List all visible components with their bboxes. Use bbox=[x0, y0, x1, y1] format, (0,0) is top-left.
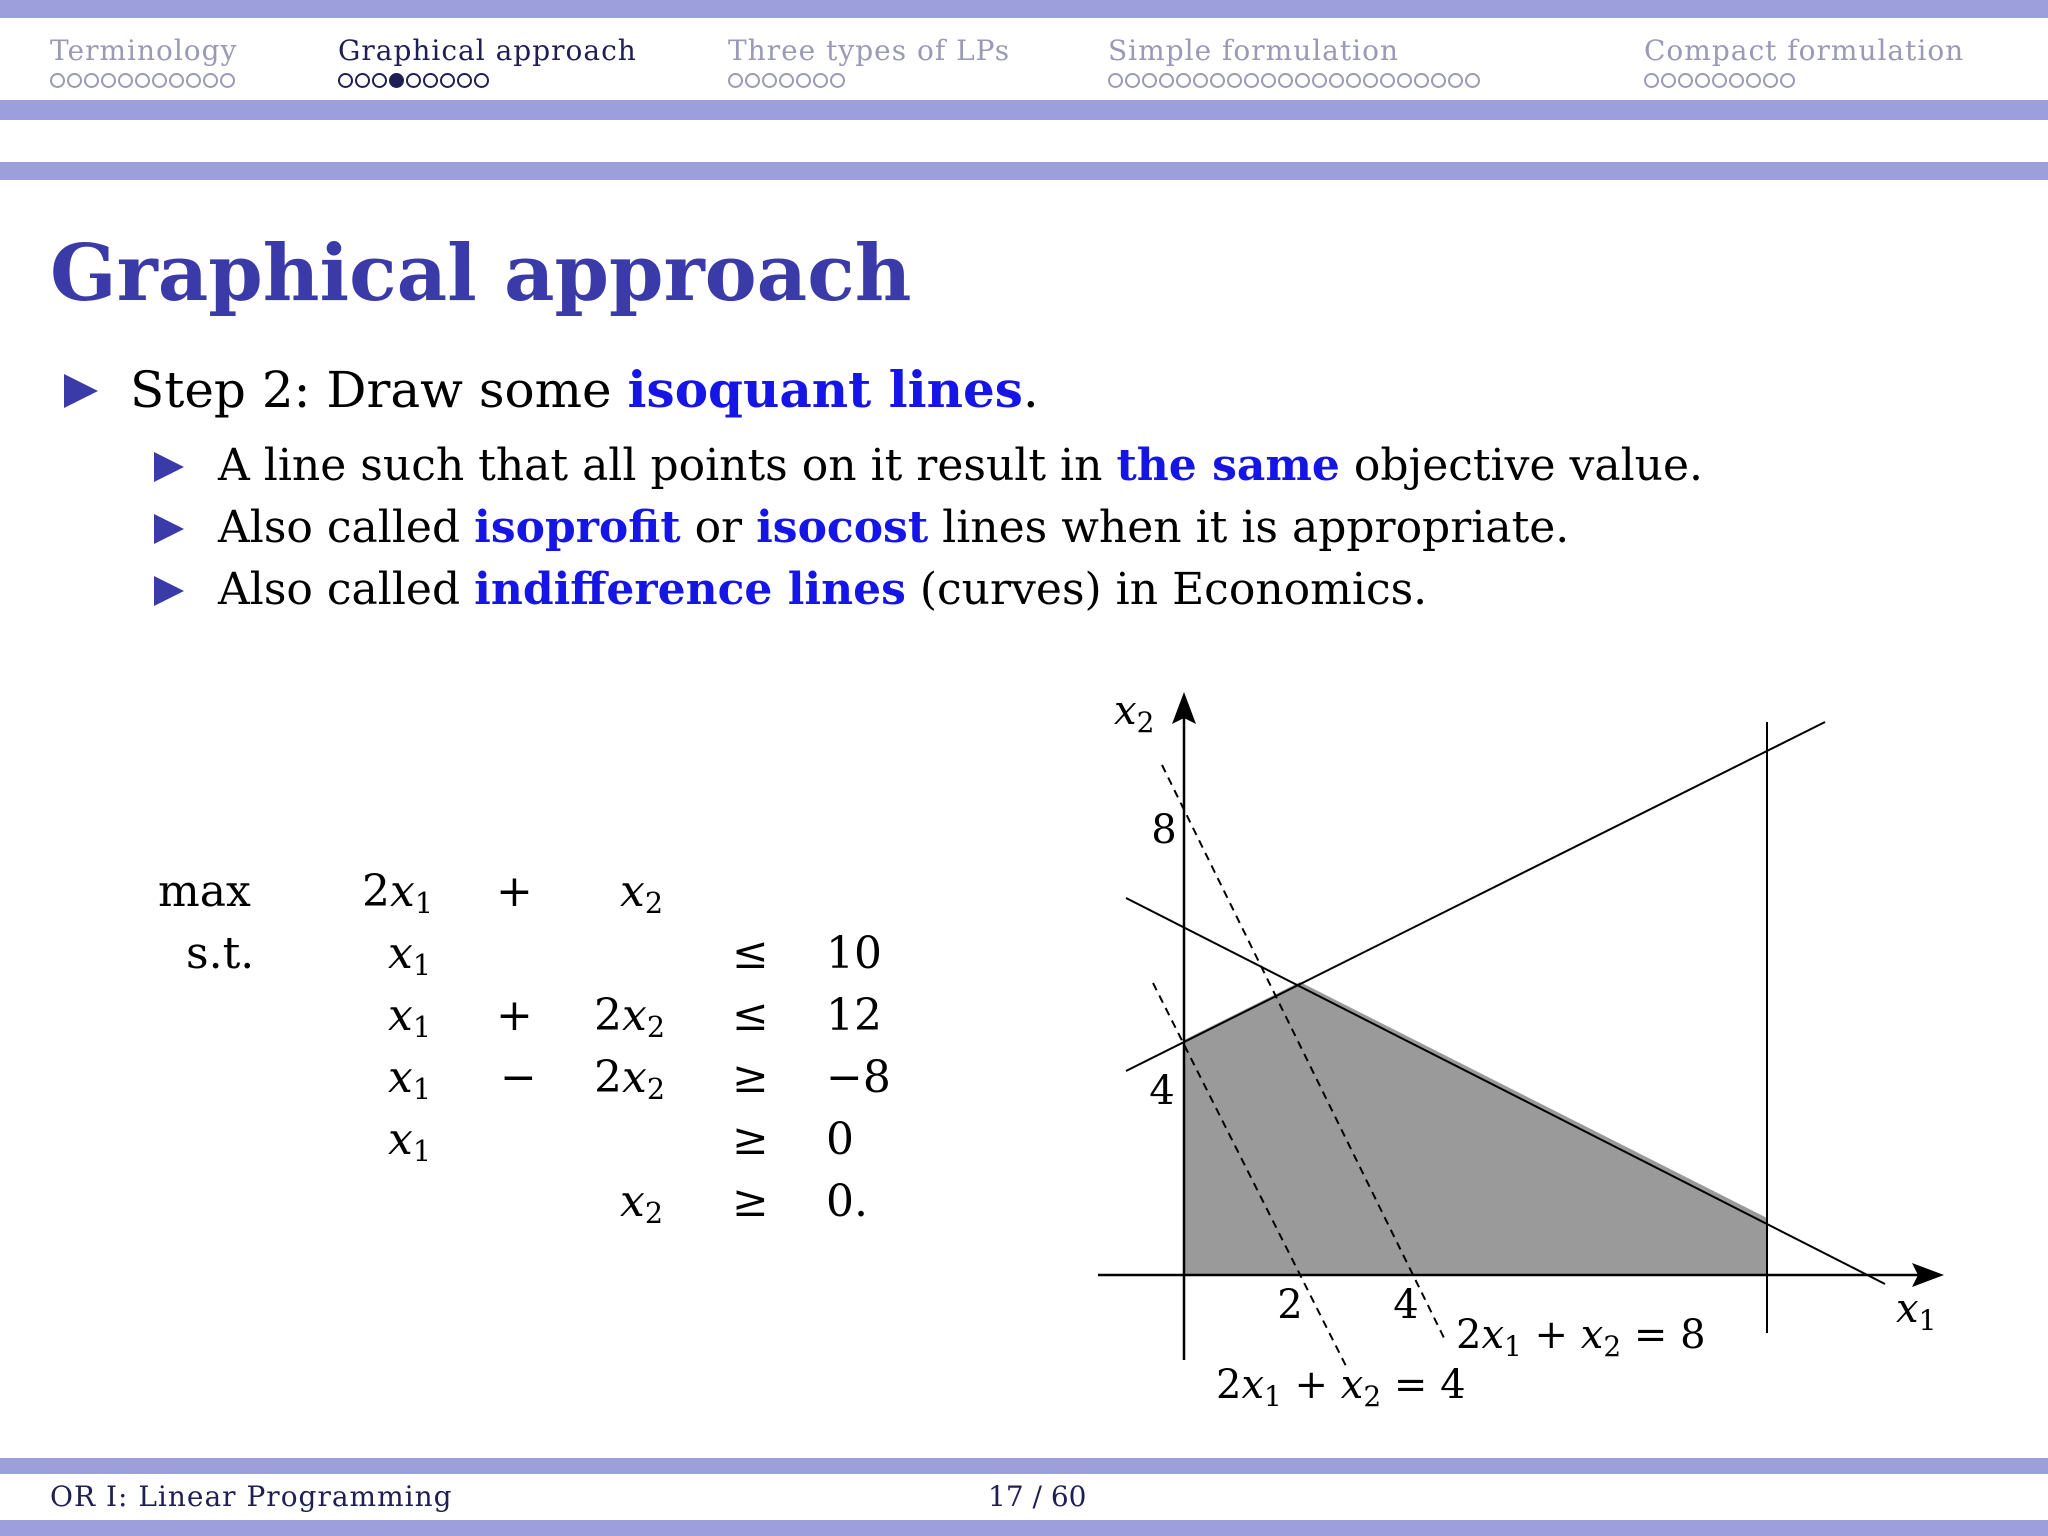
x-tick-label: 2 bbox=[1277, 1282, 1303, 1328]
lp-relation: ≥ bbox=[732, 1052, 769, 1103]
nav-frame-dot[interactable] bbox=[1380, 73, 1395, 88]
lp-rhs: 10 bbox=[826, 928, 882, 979]
nav-frame-dot[interactable] bbox=[745, 73, 760, 88]
nav-frame-dot[interactable] bbox=[1729, 73, 1744, 88]
nav-frame-dot[interactable] bbox=[203, 73, 218, 88]
nav-frame-dot[interactable] bbox=[1414, 73, 1429, 88]
nav-frame-dot[interactable] bbox=[813, 73, 828, 88]
nav-frame-dot[interactable] bbox=[67, 73, 82, 88]
bullet-triangle-icon bbox=[154, 576, 184, 606]
isoquant-label-4: $2x_1 + x_2 = 4$ bbox=[1216, 1362, 1466, 1408]
bullet-text: (curves) in Economics. bbox=[905, 564, 1428, 615]
bullet-highlight: isoquant lines bbox=[627, 360, 1023, 419]
bullet-highlight: isoprofit bbox=[474, 502, 681, 553]
nav-frame-dot[interactable] bbox=[423, 73, 438, 88]
bullet-text: or bbox=[680, 502, 757, 553]
bullet-highlight: the same bbox=[1116, 440, 1340, 491]
lp-rhs: 0. bbox=[826, 1176, 868, 1227]
nav-frame-dot[interactable] bbox=[457, 73, 472, 88]
nav-frame-dot[interactable] bbox=[1244, 73, 1259, 88]
nav-frame-dot[interactable] bbox=[1193, 73, 1208, 88]
nav-frame-dot[interactable] bbox=[1763, 73, 1778, 88]
nav-section-graphical-approach[interactable] bbox=[338, 34, 637, 93]
lp-max-label: max bbox=[158, 866, 251, 917]
nav-frame-dot[interactable] bbox=[1176, 73, 1191, 88]
bullet-text: A line such that all points on it result in bbox=[218, 440, 1117, 491]
nav-frame-dot[interactable] bbox=[1363, 73, 1378, 88]
bullet-text: lines when it is appropriate. bbox=[928, 502, 1570, 553]
y-tick-label: 8 bbox=[1151, 807, 1177, 853]
bullet-highlight: isocost bbox=[756, 502, 929, 553]
bullet-text: Also called bbox=[218, 502, 475, 553]
constraint-line-x1-minus-2x2 bbox=[1126, 722, 1825, 1071]
nav-frame-dot[interactable] bbox=[1644, 73, 1659, 88]
nav-frame-dot[interactable] bbox=[1431, 73, 1446, 88]
bullet-text: Step 2: Draw some bbox=[130, 361, 628, 419]
nav-frame-dot[interactable] bbox=[1448, 73, 1463, 88]
nav-frame-dot[interactable] bbox=[796, 73, 811, 88]
nav-frame-dot[interactable] bbox=[1210, 73, 1225, 88]
bullet-highlight: indifference lines bbox=[474, 564, 906, 615]
sub-bullet-definition bbox=[218, 440, 1703, 491]
lp-term: $x_1$ bbox=[388, 1052, 432, 1107]
nav-frame-dot[interactable] bbox=[1661, 73, 1676, 88]
nav-frame-dot[interactable] bbox=[762, 73, 777, 88]
page-number: 17 / 60 bbox=[988, 1480, 1087, 1513]
nav-frame-dot[interactable] bbox=[220, 73, 235, 88]
nav-frame-dot[interactable] bbox=[1712, 73, 1727, 88]
section-navigation bbox=[0, 18, 2048, 100]
feasible-region bbox=[1184, 982, 1767, 1275]
lp-relation: ≤ bbox=[732, 928, 769, 979]
nav-frame-dot[interactable] bbox=[1227, 73, 1242, 88]
x-axis-label: $x_1$ bbox=[1896, 1286, 1937, 1337]
nav-section-terminology[interactable] bbox=[50, 34, 237, 93]
bullet-step-2 bbox=[130, 360, 1039, 419]
lp-relation: ≤ bbox=[732, 990, 769, 1041]
nav-frame-dot[interactable] bbox=[1780, 73, 1795, 88]
nav-section-dots bbox=[1108, 73, 1482, 93]
nav-section-compact-formulation[interactable] bbox=[1644, 34, 1964, 93]
y-tick-label: 4 bbox=[1149, 1068, 1175, 1114]
lp-relation: ≥ bbox=[732, 1114, 769, 1165]
nav-frame-dot[interactable] bbox=[1397, 73, 1412, 88]
nav-frame-dot[interactable] bbox=[372, 73, 387, 88]
nav-frame-dot[interactable] bbox=[1329, 73, 1344, 88]
lp-operator: + bbox=[496, 866, 533, 917]
nav-frame-dot[interactable] bbox=[1695, 73, 1710, 88]
nav-frame-dot[interactable] bbox=[474, 73, 489, 88]
header-top-band bbox=[0, 0, 2048, 18]
bullet-text: objective value. bbox=[1339, 440, 1704, 491]
nav-frame-dot[interactable] bbox=[1465, 73, 1480, 88]
nav-section-title[interactable]: Three types of LPs bbox=[728, 34, 1011, 67]
sub-bullet-isoprofit bbox=[218, 502, 1569, 553]
lp-term: $2x_2$ bbox=[594, 990, 666, 1045]
nav-frame-dot[interactable] bbox=[779, 73, 794, 88]
lp-graph bbox=[1090, 688, 1970, 1408]
nav-section-dots bbox=[1644, 73, 1964, 93]
nav-frame-dot[interactable] bbox=[152, 73, 167, 88]
lp-term: $x_1$ bbox=[388, 1114, 432, 1169]
nav-frame-dot[interactable] bbox=[338, 73, 353, 88]
nav-frame-dot[interactable] bbox=[1125, 73, 1140, 88]
x-tick-label: 4 bbox=[1393, 1282, 1419, 1328]
nav-frame-dot[interactable] bbox=[440, 73, 455, 88]
sub-bullet-indifference bbox=[218, 564, 1427, 615]
nav-frame-dot[interactable] bbox=[355, 73, 370, 88]
nav-frame-dot[interactable] bbox=[118, 73, 133, 88]
bullet-triangle-icon bbox=[154, 514, 184, 544]
lp-relation: ≥ bbox=[732, 1176, 769, 1227]
nav-frame-dot[interactable] bbox=[84, 73, 99, 88]
lp-rhs: 12 bbox=[826, 990, 882, 1041]
nav-frame-dot[interactable] bbox=[50, 73, 65, 88]
nav-frame-dot[interactable] bbox=[1261, 73, 1276, 88]
slide-title: Graphical approach bbox=[50, 228, 912, 319]
isoquant-label-8: $2x_1 + x_2 = 8$ bbox=[1456, 1312, 1706, 1363]
bullet-text: . bbox=[1022, 361, 1039, 419]
y-axis-label: $x_2$ bbox=[1114, 688, 1155, 739]
nav-frame-dot[interactable] bbox=[169, 73, 184, 88]
nav-frame-dot[interactable] bbox=[728, 73, 743, 88]
nav-frame-dot[interactable] bbox=[1295, 73, 1310, 88]
nav-frame-dot[interactable] bbox=[135, 73, 150, 88]
lp-formulation bbox=[150, 860, 910, 1460]
nav-section-simple-formulation[interactable] bbox=[1108, 34, 1482, 93]
nav-frame-dot[interactable] bbox=[1108, 73, 1123, 88]
lp-st-label: s.t. bbox=[186, 928, 255, 979]
lp-term: $2x_2$ bbox=[594, 1052, 666, 1107]
nav-frame-dot[interactable] bbox=[389, 73, 404, 88]
lp-term: $x_2$ bbox=[620, 866, 664, 921]
lp-operator: + bbox=[496, 990, 533, 1041]
nav-frame-dot[interactable] bbox=[1312, 73, 1327, 88]
nav-frame-dot[interactable] bbox=[101, 73, 116, 88]
nav-frame-dot[interactable] bbox=[1346, 73, 1361, 88]
nav-frame-dot[interactable] bbox=[830, 73, 845, 88]
nav-section-dots bbox=[728, 73, 1010, 93]
bullet-text: Also called bbox=[218, 564, 475, 615]
nav-section-title[interactable]: Compact formulation bbox=[1644, 34, 1965, 67]
lp-rhs: −8 bbox=[826, 1052, 891, 1103]
nav-section-dots bbox=[338, 73, 637, 93]
footer-course-title: OR I: Linear Programming bbox=[50, 1480, 453, 1513]
nav-frame-dot[interactable] bbox=[186, 73, 201, 88]
nav-frame-dot[interactable] bbox=[1278, 73, 1293, 88]
nav-frame-dot[interactable] bbox=[1159, 73, 1174, 88]
nav-section-title[interactable]: Terminology bbox=[50, 34, 238, 67]
nav-section-three-types[interactable] bbox=[728, 34, 1010, 93]
bullet-triangle-icon bbox=[64, 374, 98, 408]
lp-term: $x_1$ bbox=[388, 928, 432, 983]
nav-section-dots bbox=[50, 73, 237, 93]
lp-operator: − bbox=[500, 1052, 537, 1103]
lp-term: $x_1$ bbox=[388, 990, 432, 1045]
footer bbox=[0, 1466, 2048, 1520]
bullet-triangle-icon bbox=[154, 452, 184, 482]
footer-bottom-band bbox=[0, 1520, 2048, 1536]
header-bottom-band bbox=[0, 100, 2048, 120]
title-band bbox=[0, 162, 2048, 180]
nav-frame-dot[interactable] bbox=[1746, 73, 1761, 88]
nav-section-title[interactable]: Simple formulation bbox=[1108, 34, 1399, 67]
nav-section-title[interactable]: Graphical approach bbox=[338, 34, 637, 67]
nav-frame-dot[interactable] bbox=[406, 73, 421, 88]
nav-frame-dot[interactable] bbox=[1678, 73, 1693, 88]
lp-term: $x_2$ bbox=[620, 1176, 664, 1231]
lp-rhs: 0 bbox=[826, 1114, 854, 1165]
nav-frame-dot[interactable] bbox=[1142, 73, 1157, 88]
lp-term: $2x_1$ bbox=[362, 866, 434, 921]
